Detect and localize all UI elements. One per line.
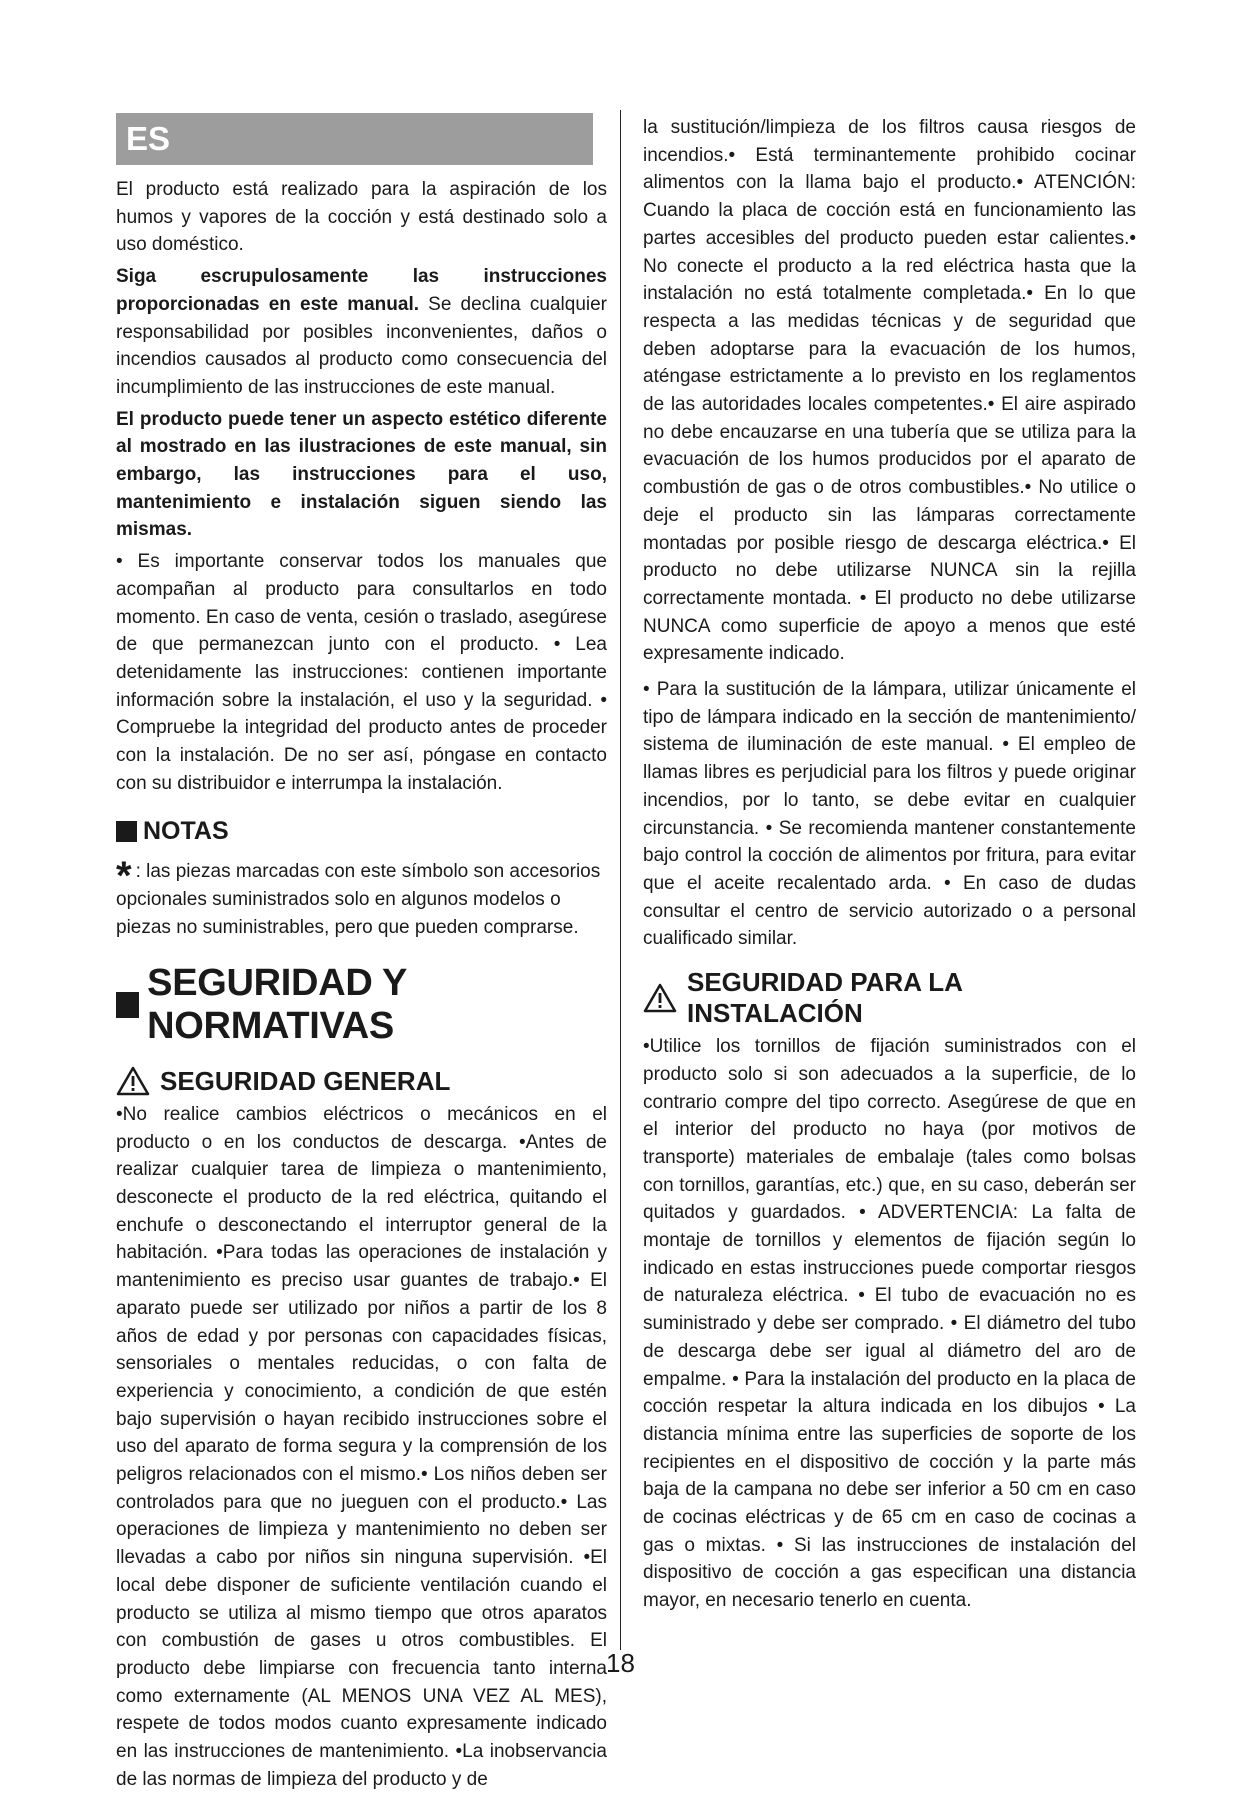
- language-header: [116, 113, 593, 165]
- notas-text: : las piezas marcadas con este símbolo son accesorios opcionales suministrados solo en algunos modelos o piezas no suministrables, pero que pueden comprarse.: [116, 861, 601, 939]
- installation-safety-heading: [643, 967, 1136, 1029]
- continued-paragraph: la sustitución/limpieza de los filtros causa riesgos de incendios.• Está terminantemente prohibido cocinar alimentos con la llama bajo el producto.• ATENCIÓN: Cuando la placa de cocción está en funcionamiento las partes accesibles del producto pueden estar calientes.• No conecte el producto a la red eléctrica hasta que la instalación no está totalmente completada.• En lo que respecta a las medidas técnicas y de seguridad que deben adoptarse para la evacuación de los humos, aténgase estrictamente a lo previsto en los reglamentos de las autoridades locales competentes.• El aire aspirado no debe encauzarse en una tubería que se utiliza para la evacuación de los humos producidos por el aparato de combustión de gas o de otros combustibles.• No utilice o deje el producto sin las lámparas correctamente montadas por posible riesgo de descarga eléctrica.• El producto no debe utilizarse NUNCA sin la rejilla correctamente montada. • El producto no debe utilizarse NUNCA como superficie de apoyo a menos que esté expresamente indicado.: [643, 117, 1136, 665]
- lamp-paragraph: • Para la sustitución de la lámpara, utilizar únicamente el tipo de lámpara indicado en la sección de mantenimiento/ sistema de iluminación de este manual. • El empleo de llamas libres es perjudicial para los filtros y puede originar incendios, por lo tanto, se debe evitar en cualquier circunstancia. • Se recomienda mantener constantemente bajo control la cocción de alimentos por fritura, para evitar que el aceite recalentado arda. • En caso de dudas consultar el centro de servicio autorizado o a personal cualificado similar.: [643, 679, 1136, 950]
- aesthetic-notice: El producto puede tener un aspecto estético diferente al mostrado en las ilustraciones de este manual, sin embargo, las instrucciones para el uso, mantenimiento e instalación siguen siendo las mismas.: [116, 408, 607, 541]
- general-safety-title: SEGURIDAD GENERAL: [160, 1065, 451, 1096]
- asterisk-icon: *: [116, 854, 132, 899]
- column-divider: [620, 110, 621, 1650]
- general-safety-heading: [116, 1066, 607, 1097]
- square-bullet-icon: [116, 992, 139, 1018]
- section-title: SEGURIDAD Y NORMATIVAS: [147, 961, 407, 1047]
- instructions-text: Se declina cualquier responsabilidad por posibles inconvenientes, daños o incendios causados al producto como consecuencia del incumplimiento de las instrucciones de este manual.: [116, 293, 607, 398]
- notas-heading: [116, 817, 607, 846]
- square-bullet-icon: [116, 821, 137, 842]
- installation-safety-title: SEGURIDAD PARA LA INSTALACIÓN: [687, 967, 962, 1029]
- instructions-paragraph: [116, 263, 607, 402]
- language-code: ES: [126, 120, 171, 157]
- general-safety-text: •No realice cambios eléctricos o mecánicos en el producto o en los conductos de descarga. •Antes de realizar cualquier tarea de limpieza o mantenimiento, desconecte el producto de la red eléctrica, quitando el enchufe o desconectando el interruptor general de la habitación. •Para todas las operaciones de instalación y mantenimiento es preciso usar guantes de trabajo.• El aparato puede ser utilizado por niños a partir de los 8 años de edad y por personas con capacidades físicas, sensoriales o mentales reducidas, o con falta de experiencia y conocimiento, a condición de que estén bajo supervisión o hayan recibido instrucciones sobre el uso del aparato de forma segura y la comprensión de los peligros relacionados con el mismo.• Los niños deben ser controlados para que no jueguen con el producto.• Las operaciones de limpieza y mantenimiento no deben ser llevadas a cabo por niños sin ninguna supervisión. •El local debe disponer de suficiente ventilación cuando el producto se utiliza al mismo tiempo que otros aparatos con combustión de gases u otros combustibles. El producto debe limpiarse con frecuencia tanto interna como externamente (AL MENOS UNA VEZ AL MES), respete de todos modos cuanto expresamente indicado en las instrucciones de mantenimiento. •La inobservancia de las normas de limpieza del producto y de: [116, 1103, 607, 1790]
- intro-paragraph: El producto está realizado para la aspiración de los humos y vapores de la cocción y está destinado solo a uso doméstico.: [116, 179, 607, 256]
- section-heading: [116, 962, 607, 1048]
- manuals-paragraph: • Es importante conservar todos los manuales que acompañan al producto para consultarlos en todo momento. En caso de venta, cesión o traslado, asegúrese de que permanezcan junto con el producto. • Lea detenidamente las instrucciones: contienen importante información sobre la instalación, el uso y la seguridad. • Compruebe la integridad del producto antes de proceder con la instalación. De no ser así, póngase en contacto con su distribuidor e interrumpa la instalación.: [116, 551, 607, 794]
- warning-triangle-icon: [116, 1066, 150, 1096]
- left-column: [116, 176, 607, 1797]
- notas-paragraph: [116, 854, 607, 941]
- warning-triangle-icon: [643, 983, 677, 1013]
- notas-title: NOTAS: [143, 817, 229, 846]
- instructions-bold: Siga escrupulosamente las instrucciones proporcionadas en este manual.: [116, 266, 607, 315]
- installation-safety-text: •Utilice los tornillos de fijación suministrados con el producto solo si son adecuados a la superficie, de lo contrario compre del tipo correcto. Asegúrese de que en el interior del producto no haya (por motivos de transporte) materiales de embalaje (tales como bolsas con tornillos, garantías, etc.) que, en su caso, deberán ser quitados y guardados. • ADVERTENCIA: La falta de montaje de tornillos y elementos de fijación según lo indicado en estas instrucciones puede comportar riesgos de naturaleza eléctrica. • El tubo de evacuación no es suministrado y debe ser comprado. • El diámetro del tubo de descarga debe ser igual al diámetro del aro de empalme. • Para la instalación del producto en la placa de cocción respetar la altura indicada en los dibujos • La distancia mínima entre las superficies de soporte de los recipientes en el dispositivo de cocción y la parte más baja de la campana no debe ser inferior a 50 cm en caso de cocinas eléctricas y de 65 cm en caso de cocinas a gas o mixtas. • Si las instrucciones de instalación del dispositivo de cocción a gas especifican una distancia mayor, en necesario tenerlo en cuenta.: [643, 1036, 1136, 1612]
- page-number: 18: [606, 1648, 635, 1678]
- right-column: [643, 114, 1136, 1619]
